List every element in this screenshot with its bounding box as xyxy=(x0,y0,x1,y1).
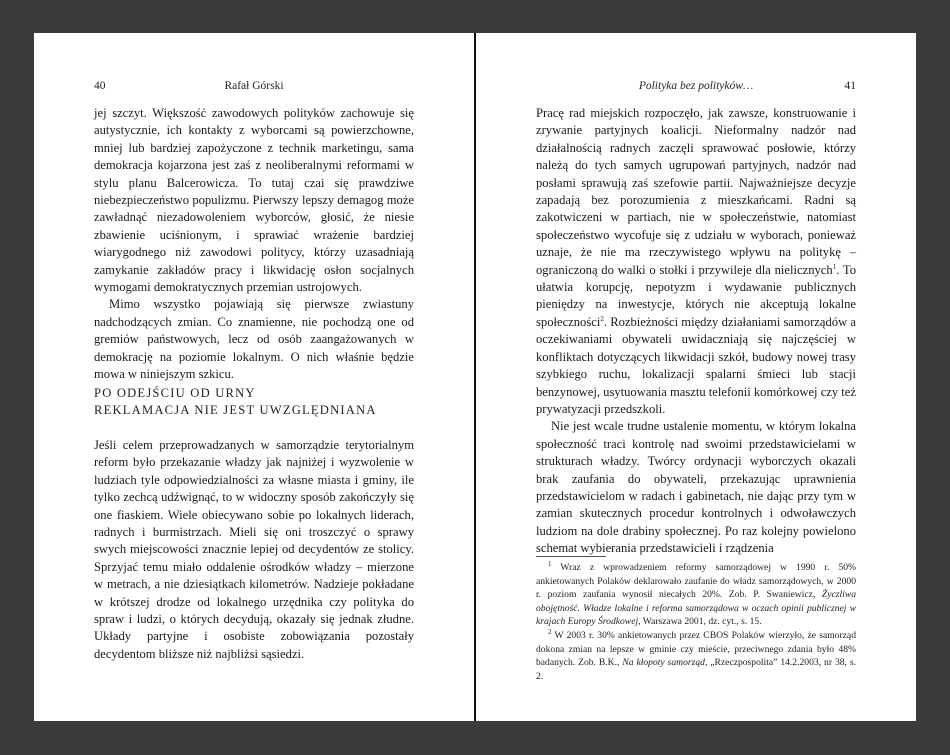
section-heading xyxy=(94,385,434,420)
paragraph: Mimo wszystko pojawiają się pierwsze zwiastuny nadchodzących zmian. Co znamienne, nie pochodzą one od gremiów państwowych, lecz od osób zaangażowanych w demokrację na poziomie lokalnym. O nich właśnie będzie mowa w niniejszym szkicu. xyxy=(94,297,414,382)
right-running-head-title: Polityka bez polityków… xyxy=(638,80,754,92)
paragraph: Pracę rad miejskich rozpoczęło, jak zawsze, konstruowanie i zrywanie partyjnych koalicji. Nieformalny nadzór nad działalnością radnych zaczęli sprawować posłowie, którzy należą do tych samych ugrupowań partyjnych, nadzór nad posłami sprawują zaś szefowie partii. Najważniejsze decyzje zapadają bez porozumienia z mieszkańcami. Radni są zakotwiczeni w partiach, nie w społeczeństwie, natomiast społeczeństwo wycofuje się z udziału w wyborach, ponieważ uznaje, że nie ma rzeczywistego wpływu na politykę – ograniczoną do walki o stołki i przywileje dla nielicznych$^1$. To ułatwia korupcję, nepotyzm i wydawanie publicznych pieniędzy na inwestycje, których nie akceptują lokalne społeczności$^2$. Rozbieżności między działaniami samorządów a oczekiwaniami obywateli uwidaczniają się najczęściej w konfliktach dotyczących likwidacji szkół, budowy nowej trasy szybkiego ruchu, lokalizacji spalarni śmieci lub stacji benzynowej, usytuowania masztu telefonii komórkowej czy też prywatyzacji przedszkoli. xyxy=(536,106,856,416)
right-running-header xyxy=(536,80,856,96)
left-page xyxy=(34,33,474,721)
left-running-header xyxy=(94,80,414,96)
section-heading-line-2: REKLAMACJA NIE JEST UWZGLĘDNIANA xyxy=(94,403,377,418)
footnote-ref: 1 xyxy=(832,262,837,271)
footnote-2: $^2$ W 2003 r. 30% ankietowanych przez CBOS Polaków wierzyło, że samorząd dokona zmian na lepsze w gminie czy mieście, przeciwnego zdania było 48% badanych. Zob. B.K., Na kłopoty samorząd, „Rzeczpospolita” 14.2.2003, nr 38, s. 2. xyxy=(536,627,856,682)
section-heading-line-1: PO ODEJŚCIU OD URNY xyxy=(94,386,256,400)
left-running-head-author: Rafał Górski xyxy=(224,80,284,92)
left-body-text-section xyxy=(94,437,414,663)
right-page xyxy=(476,33,916,721)
paragraph: jej szczyt. Większość zawodowych polityków zachowuje się autystycznie, ich kontakty z wyborcami są powierzchowne, mniej lub bardziej zapożyczone z technik marketingu, sama demokracja kojarzona jest zaś z neoliberalnymi reformami w stylu planu Balcerowicza. To tutaj czai się prawdziwe niebezpieczeństwo populizmu. Pierwszy lepszy demagog może zawładnąć niezadowoleniem wyborców, głosić, że niesie zbawienie uciśnionym, i sprawiać wrażenie bardziej wiarygodnego niż zawodowi politycy, którzy uzasadniają zamykanie zakładów pracy i likwidację osłon socjalnych wymogami demokratycznych przemian ustrojowych. xyxy=(94,106,414,295)
left-page-number: 40 xyxy=(94,80,106,92)
left-body-text xyxy=(94,105,414,384)
right-page-number: 41 xyxy=(844,80,856,92)
footnote-1: $^1$ Wraz z wprowadzeniem reformy samorządowej w 1990 r. 50% ankietowanych Polaków deklarowało zaufanie do władz samorządowych, w 2000 r. poziom zaufania wynosił niecałych 20%. Zob. P. Swaniewicz, Życzliwa obojętność. Władze lokalne i reforma samorządowa w oczach opinii publicznej w krajach Europy Środkowej, Warszawa 2001, dz. cyt., s. 15. xyxy=(536,559,856,628)
paragraph: Jeśli celem przeprowadzanych w samorządzie terytorialnym reform było przekazanie władzy jak najniżej i wyzwolenie w ludziach tyle odpowiedzialności za własne miasta i gminy, ile tylko zechcą udźwignąć, to w widoczny sposób zakończyły się one fiaskiem. Wiele obiecywano sobie po lokalnych liderach, radnych i burmistrzach. Mieli się oni troszczyć o sprawy swych miejscowości znacznie lepiej od decydentów ze stolicy. Sprzyjać temu miało oddalenie ośrodków władzy – mierzone w metrach, a nie dziesiątkach kilometrów. Nadzieje pokładane w krótszej drodze od lokalnego urzędnika czy polityka do spraw i ludzi, o których decydują, okazały się jednak złudne. Układy partyjne i osobiste zobowiązania pozostały decydentom bliższe niż najbliżsi sąsiedzi. xyxy=(94,438,414,661)
right-body-text xyxy=(536,105,856,558)
footnotes xyxy=(536,561,856,683)
paragraph: Nie jest wcale trudne ustalenie momentu, w którym lokalna społeczność traci kontrolę nad swoimi przedstawicielami w strukturach władzy. Twórcy ordynacji wyborczych okazali brak zaufania do obywateli, przekazując uprawnienia przedstawicielom w radach i gabinetach, nie dając przy tym w zamian skutecznych procedur kontrolnych i odwoławczych ludziom na dole drabiny społecznej. Po raz kolejny powielono schemat wybierania przedstawicieli i rządzenia xyxy=(536,419,856,556)
footnote-ref: 2 xyxy=(600,314,604,323)
footnote-separator xyxy=(536,556,606,557)
